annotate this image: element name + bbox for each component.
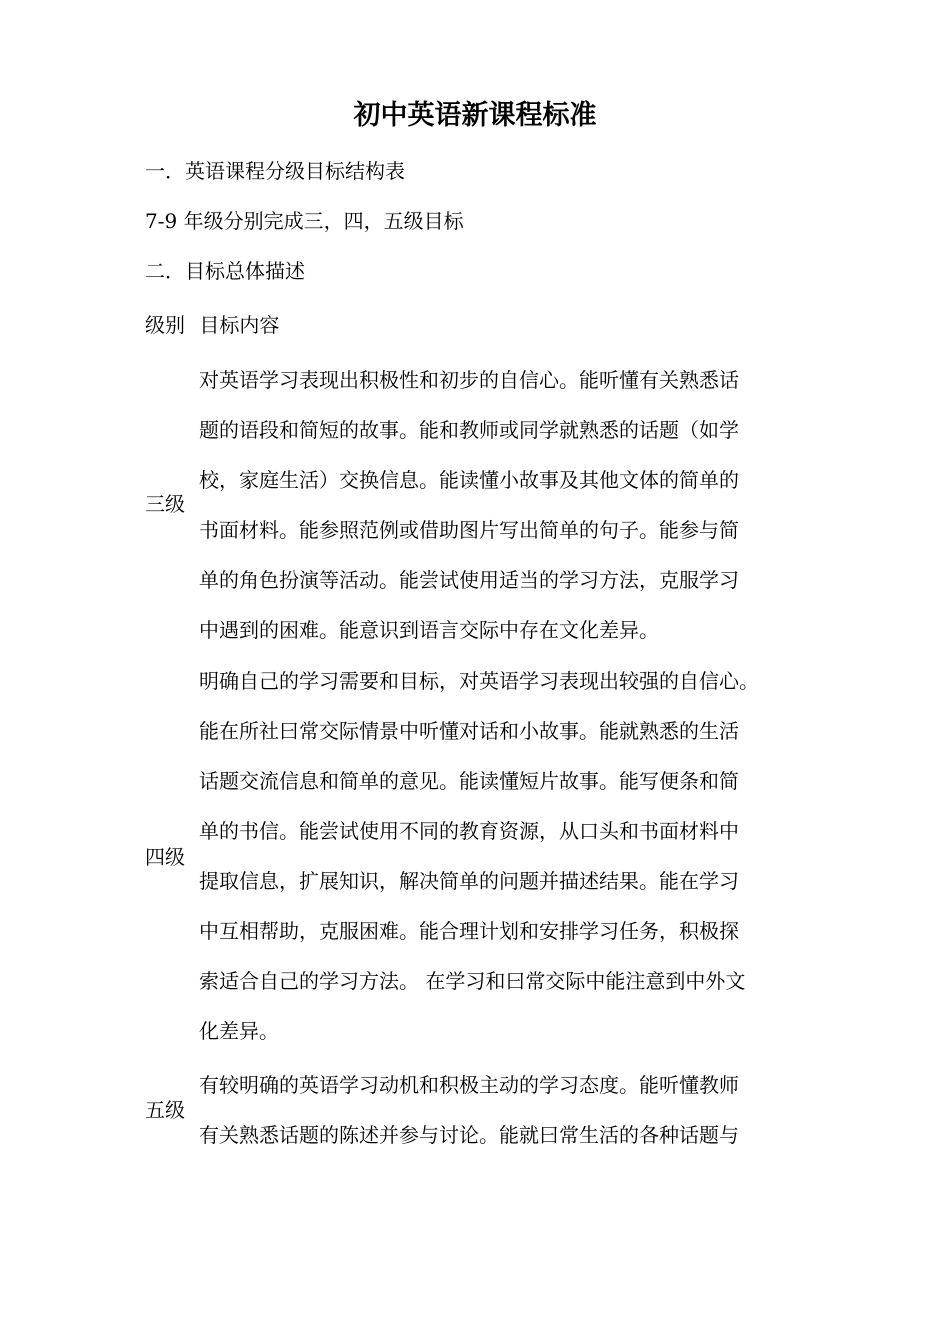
table-header-content: 目标内容: [199, 313, 280, 337]
content-line: 中互相帮助，克服困难。能合理计划和安排学习任务，积极探: [199, 919, 739, 943]
content-line: 索适合自己的学习方法。 在学习和曰常交际中能注意到中外文: [199, 969, 746, 993]
level-content: [199, 365, 825, 665]
level-label: 五级: [145, 1098, 185, 1122]
content-line: 有关熟悉话题的陈述并参与讨论。能就曰常生活的各种话题与: [199, 1123, 739, 1147]
level-row-4: [145, 666, 825, 1066]
level-label: 三级: [145, 492, 185, 516]
section-heading-1: 一．英语课程分级目标结构表: [145, 159, 405, 183]
content-line: 题的语段和简短的故事。能和教师或同学就熟悉的话题（如学: [199, 418, 739, 442]
content-line: 对英语学习表现出积极性和初步的自信心。能听懂有关熟悉话: [199, 368, 739, 392]
level-row-5: [145, 1070, 825, 1170]
content-line: 话题交流信息和简单的意见。能读懂短片故事。能写便条和简: [199, 769, 739, 793]
level-row-3: [145, 365, 825, 665]
content-line: 书面材料。能参照范例或借助图片写出简单的句子。能参与简: [199, 518, 739, 542]
content-line: 单的角色扮演等活动。能尝试使用适当的学习方法，克服学习: [199, 568, 739, 592]
content-line: 能在所社曰常交际情景中听懂对话和小故事。能就熟悉的生活: [199, 719, 739, 743]
level-content: [199, 666, 825, 1066]
content-line: 校，家庭生活）交换信息。能读懂小故事及其他文体的简单的: [199, 468, 739, 492]
table-header-level: 级别: [145, 313, 185, 337]
content-line: 单的书信。能尝试使用不同的教育资源，从口头和书面材料中: [199, 819, 739, 843]
level-content: [199, 1070, 825, 1170]
grades-note: 7-9 年级分别完成三，四，五级目标: [145, 209, 464, 233]
document-title: 初中英语新课程标准: [353, 100, 597, 131]
table-header: [145, 310, 279, 340]
section-heading-2: 二．目标总体描述: [145, 259, 305, 283]
content-line: 中遇到的困难。能意识到语言交际中存在文化差异。: [199, 618, 659, 642]
content-line: 提取信息，扩展知识，解决简单的问题并描述结果。能在学习: [199, 869, 739, 893]
level-label: 四级: [145, 845, 185, 869]
content-line: 明确自己的学习需要和目标，对英语学习表现出较强的自信心。: [199, 669, 759, 693]
content-line: 化差异。: [199, 1019, 279, 1043]
content-line: 有较明确的英语学习动机和积极主动的学习态度。能听懂教师: [199, 1073, 739, 1097]
